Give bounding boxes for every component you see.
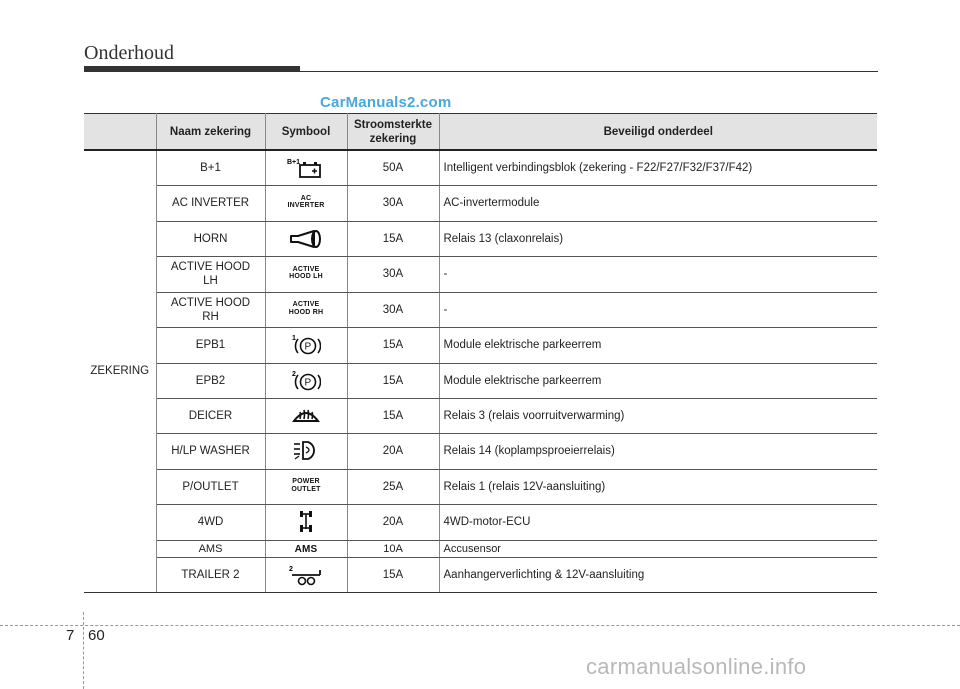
fuse-name-cell: DEICER	[156, 398, 265, 433]
table-row	[84, 433, 877, 469]
amperage-cell: 30A	[347, 256, 439, 292]
svg-text:P: P	[304, 341, 312, 353]
amperage-cell: 15A	[347, 398, 439, 433]
amperage-cell: 20A	[347, 433, 439, 469]
group-cell-zekering: ZEKERING	[84, 150, 156, 592]
header-protected-component: Beveiligd onderdeel	[439, 114, 877, 151]
amperage-cell: 50A	[347, 150, 439, 185]
fuse-name-cell: AC INVERTER	[156, 185, 265, 221]
symbol-cell	[265, 363, 347, 398]
b1-battery-icon	[285, 158, 327, 174]
symbol-cell	[265, 469, 347, 504]
page-number: 60	[88, 627, 105, 644]
header-amperage	[347, 114, 439, 151]
table-row	[84, 256, 877, 292]
table-row	[84, 327, 877, 363]
symbol-cell	[265, 221, 347, 256]
protected-component-cell: Aanhangerverlichting & 12V-aansluiting	[439, 557, 877, 592]
fuse-name-cell: 4WD	[156, 504, 265, 540]
header-symbol: Symbool	[265, 114, 347, 151]
epb1-icon	[291, 335, 321, 353]
footer-dashed-line	[0, 625, 960, 626]
protected-component-cell: Relais 1 (relais 12V-aansluiting)	[439, 469, 877, 504]
amperage-cell: 15A	[347, 557, 439, 592]
watermark-bottom: carmanualsonline.info	[586, 654, 807, 679]
protected-component-cell: Relais 3 (relais voorruitverwarming)	[439, 398, 877, 433]
amperage-cell: 30A	[347, 292, 439, 327]
table-row	[84, 504, 877, 540]
protected-component-cell: Relais 13 (claxonrelais)	[439, 221, 877, 256]
fuse-name-cell: H/LP WASHER	[156, 433, 265, 469]
watermark-top: CarManuals2.com	[320, 94, 452, 111]
fuse-name-cell: EPB1	[156, 327, 265, 363]
amperage-cell: 15A	[347, 327, 439, 363]
svg-text:1: 1	[292, 335, 296, 342]
symbol-cell	[265, 540, 347, 557]
ac-inverter-label: AC INVERTER	[287, 194, 325, 210]
protected-component-cell: Intelligent verbindingsblok (zekering - F22/F27/F32/F37/F42)	[439, 150, 877, 185]
symbol-cell	[265, 185, 347, 221]
symbol-cell	[265, 557, 347, 592]
svg-text:2: 2	[289, 565, 293, 573]
power-outlet-label: POWER OUTLET	[291, 478, 321, 493]
b1-icon-text: B+1	[287, 158, 301, 166]
amperage-cell: 15A	[347, 363, 439, 398]
horn-icon	[288, 233, 324, 245]
table-row	[84, 398, 877, 433]
fuse-name-cell: AMS	[156, 540, 265, 557]
header-group-col	[84, 114, 156, 151]
active-hood-rh-label: ACTIVE HOOD RH	[288, 301, 324, 316]
svg-text:2: 2	[292, 370, 296, 378]
table-row	[84, 150, 877, 185]
trailer2-icon	[288, 565, 324, 581]
symbol-cell	[265, 256, 347, 292]
amperage-cell: 25A	[347, 469, 439, 504]
table-row	[84, 540, 877, 557]
page-header-title: Onderhoud	[84, 42, 174, 64]
fuse-name-cell: P/OUTLET	[156, 469, 265, 504]
symbol-cell	[265, 292, 347, 327]
amperage-cell: 30A	[347, 185, 439, 221]
symbol-cell	[265, 433, 347, 469]
table-row	[84, 363, 877, 398]
protected-component-cell: Accusensor	[439, 540, 877, 557]
fuse-name-cell: EPB2	[156, 363, 265, 398]
protected-component-cell: -	[439, 256, 877, 292]
amperage-cell: 15A	[347, 221, 439, 256]
footer-dashed-divider	[83, 612, 84, 689]
amperage-cell: 10A	[347, 540, 439, 557]
chapter-number: 7	[66, 627, 75, 644]
fuse-table	[84, 113, 877, 593]
protected-component-cell: Module elektrische parkeerrem	[439, 363, 877, 398]
fuse-name-cell: ACTIVE HOOD LH	[156, 256, 265, 292]
deicer-icon	[292, 410, 320, 422]
table-row	[84, 557, 877, 592]
protected-component-cell: Module elektrische parkeerrem	[439, 327, 877, 363]
ams-label: AMS	[294, 543, 318, 555]
table-row	[84, 469, 877, 504]
svg-text:P: P	[304, 377, 312, 388]
fuse-name-cell: B+1	[156, 150, 265, 185]
active-hood-lh-label: ACTIVE HOOD LH	[289, 265, 323, 281]
symbol-cell	[265, 327, 347, 363]
header-rule-thin	[300, 71, 878, 72]
header-amperage-label: Stroomsterkte zekering	[354, 118, 432, 145]
protected-component-cell: 4WD-motor-ECU	[439, 504, 877, 540]
header-fuse-name: Naam zekering	[156, 114, 265, 151]
protected-component-cell: Relais 14 (koplampsproeierrelais)	[439, 433, 877, 469]
amperage-cell: 20A	[347, 504, 439, 540]
symbol-cell	[265, 398, 347, 433]
fuse-name-cell: HORN	[156, 221, 265, 256]
4wd-icon	[292, 516, 320, 528]
epb2-icon	[291, 370, 321, 388]
symbol-cell	[265, 150, 347, 185]
table-row	[84, 185, 877, 221]
protected-component-cell: AC-invertermodule	[439, 185, 877, 221]
protected-component-cell: -	[439, 292, 877, 327]
symbol-cell	[265, 504, 347, 540]
table-row	[84, 221, 877, 256]
fuse-name-cell: ACTIVE HOOD RH	[156, 292, 265, 327]
table-row	[84, 292, 877, 327]
header-rule-thick	[84, 66, 300, 72]
fuse-name-cell: TRAILER 2	[156, 557, 265, 592]
headlamp-washer-icon	[292, 445, 320, 457]
table-header-row	[84, 114, 877, 151]
